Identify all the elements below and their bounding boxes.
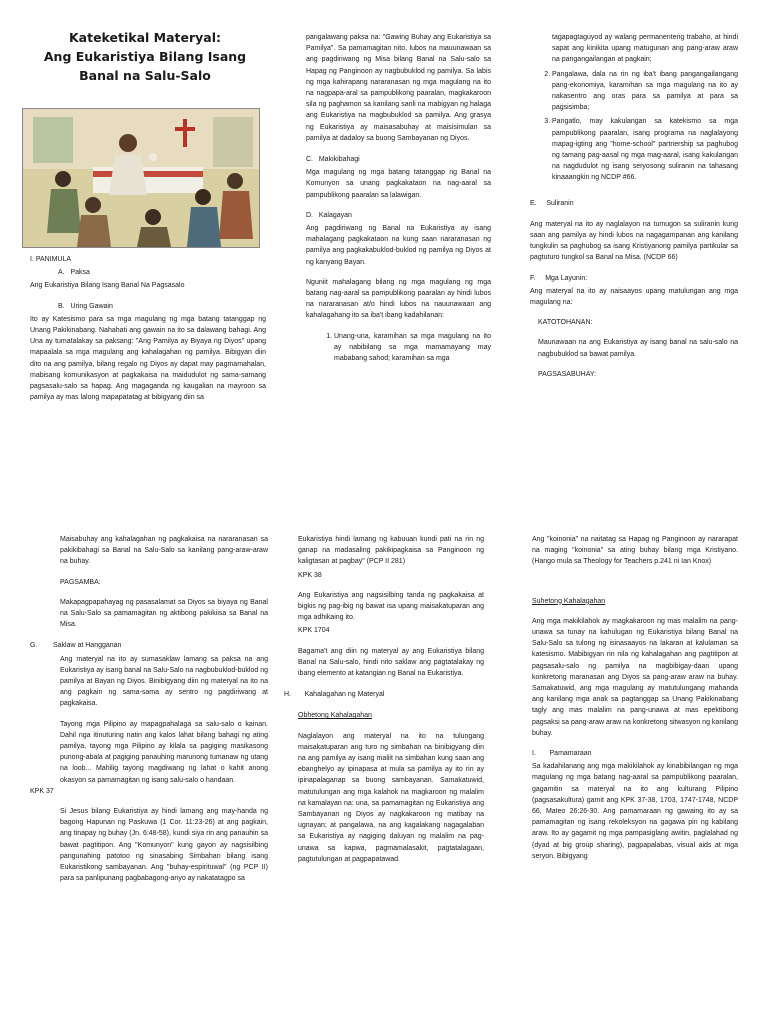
label-pagsasabuhay: PAGSASABUHAY: bbox=[538, 370, 597, 378]
title-i: Pamamaraan bbox=[549, 750, 592, 758]
col5-paragraph-2: Ang Eukaristiya ang nagsisilbing tanda ng pagkakaisa at bigkis ng pag-ibig ng bawat isa upang maisakatuparan ang mga adhikaing ito. bbox=[298, 591, 484, 622]
col4-paragraph-1: Maisabuhay ang kahalagahan ng pagkakaisa na nararanasan sa pakikibahagi sa Banal na Salu-Salo sa kanilang pang-araw-araw na buhay. bbox=[60, 536, 268, 566]
text-obhetong: Naglalayon ang materyal na ito na tulungang maisakatuparan ang turo ng simbahan na binibigyang diin na ang pamilya ay isang maliit na simbahan kung saan ang ebanghelyo ay ipinapasa at mula sa pamilya ay ito rin ay ipinapalaganap sa buong sambayanan. Samakatuwid, matutulungan ang mga kalahok na magkaroon ng malalim na kamalayan na: una, sa pamamagitan ng Eukaristiya ang Sambayanan ng Diyos ay nagkakaroon ng matibay na ugnayan; at pangalawa, na ang kagalakang nagagalaban sa Eukaristiya ay nagiging daluyan ng malalim na pag-unawa sa kapwa, pagmamalasakit, pagtatalagaan, pagtutulungan at pagpapatawad. bbox=[298, 732, 484, 863]
col3-continuation: tagapagtaguyod ay walang permanenteng trabaho, at hindi sapat ang kinikita upang matugunan ang pang-araw araw na pangangailangan at pagkain; bbox=[552, 34, 738, 64]
col6-paragraph-1: Ang "koinonia" na naitatag sa Hapag ng Panginoon ay nararapat na maging "koinonia" sa ating buhay bilang mga Kristiyano. (Hango mula sa Theology for Teachers p.241 ni Ian Knox) bbox=[532, 536, 738, 566]
heading-g bbox=[30, 640, 268, 651]
text-i: Sa kadahilanang ang mga makikilahok ay kinabibilangan ng mga magulang ng mga batang nag-aaral sa pampublikong paaralan, gagamitin sa materyal na ito ang kulturang Pilipino (pagsasakultura) gamit ang KPK 37-38, 1703, 1747-1748, NCDP 66, Mateo 26:26-30. Ang pamamaraan ng gawaing ito ay sa pamamagitan ng isang rekoleksyon na gagawa pin ng kabilang araw. Ito ay gagamit ng mga pampasiglang awitin, paglalahad ng (dyad at big group sharing), pagpapalabas, visual aids at mga seryon. Bibigyang bbox=[532, 763, 738, 860]
text-katotohanan: Maunawaan na ang Eukaristiya ay isang banal na salu-salo na nagbubuklod sa bawat pamilya. bbox=[538, 339, 738, 358]
text-suhetong: Ang mga makikilahok ay magkakaroon ng mas malalim na pang-unawa sa tunay na kahulugan ng Eukaristiya bilang Banal na Salu-Salo sa tulong ng isinasaayos na lakaran at kalulaman sa katesismo. Mabibigyan rin nila ng kahalagahan ang pagtitipon at pagsasalu-salo ng pamilya na magbibigay-daan upang konkretong maranasan ang Diyos sa pang-araw araw na buhay. Samakatuwid, ang mga magulang ay matutulungang mahanda ang kanilang mga anak sa pagtanggap sa Unang Pakikinabang tagly ang mas malalim na pang-unawa at mas epektibong pagsaksi sa pang-araw araw na konkretong sitwasyon ng kanilang buhay. bbox=[532, 617, 738, 737]
text-d-2: Nguniit mahalagang bilang ng mga magulang ng mga batang nag-aaral sa pampublikong paaralan ay hindi lubos na nararanasan at/o hindi lubos na nauunawaan ang kahalagahang ito sa iba't ibang kadahilanan: bbox=[306, 278, 491, 320]
title-b: Uring Gawain bbox=[70, 302, 113, 310]
heading-e bbox=[530, 198, 738, 209]
heading-f bbox=[530, 273, 738, 284]
text-f: Ang materyal na ito ay naisaayos upang matulungan ang mga magulang na: bbox=[530, 287, 738, 307]
title-d: Kalagayan bbox=[318, 211, 352, 219]
label-d: D. bbox=[306, 211, 313, 219]
illustration-drawing bbox=[23, 109, 259, 247]
label-c: C. bbox=[306, 156, 313, 164]
title-h: Kahalagahan ng Materyal bbox=[304, 691, 385, 699]
reasons-list-2 bbox=[530, 69, 738, 184]
heading-c bbox=[306, 154, 491, 165]
title-line-2: Ang Eukaristiya Bilang Isang bbox=[43, 49, 247, 64]
label-i: I. bbox=[532, 750, 536, 758]
catechism-illustration bbox=[22, 108, 260, 248]
text-pagsamba: Makapagpapahayag ng pasasalamat sa Diyos sa biyaya ng Banal na Salu-Salo sa pamamagitan ng aktibong pakikiisa sa Banal na Misa. bbox=[60, 598, 268, 629]
title-e: Suliranin bbox=[546, 199, 574, 207]
text-g: Ang materyal na ito ay sumasaklaw lamang sa paksa na ang Eukaristiya ay isang banal na Salu-Salo na nagbubuklod-buklod ng pamilya at Bayan ng Diyos. Binibigyang diin ng materyal na ito na ang pagkain ng sama-sama ay sentro ng pagdiriwang at pagkakaisa. bbox=[60, 655, 268, 708]
panel-top-middle bbox=[306, 32, 491, 370]
heading-i bbox=[532, 748, 738, 759]
label-h: H. bbox=[284, 691, 291, 699]
section-panimula: I. PANIMULA bbox=[30, 256, 72, 263]
text-c: Mga magulang ng mga batang tatanggap ng Banal na Komunyon sa unang pagkakataon na nag-aaral sa pampublikong paaralan sa lalawigan. bbox=[306, 169, 491, 199]
text-b: Ito ay Katesismo para sa mga magulang ng mga batang tatanggap ng Unang Pakikinabang. Nahahati ang gawain na ito sa dalawang bahagi. Ang Una ay tumatalakay sa paksang: "Ang Pamilya ay Biyaya ng Diyos" upang mapaalala sa mga magulang ang kahalagahan ng pamilya. Bibigyan diin dito na ang pamilya, bilang regalo ng Diyos ay dapat may pagmamahalan, mabisang komunikasyon at pagkakaisa na maidudulot ng sama-samang pagsasalu-salo sa hapag. Ang magaganda ng kaugalian na mayroon sa pamilya ay mas lalong mapapatatag at bibigyang diin sa bbox=[30, 315, 266, 402]
panel-bottom-middle bbox=[284, 534, 484, 874]
ref-kpk-1704: KPK 1704 bbox=[298, 627, 330, 635]
panel-top-left bbox=[30, 254, 266, 412]
heading-a bbox=[58, 267, 266, 278]
reasons-list-1 bbox=[306, 331, 491, 365]
label-a: A. bbox=[58, 269, 65, 277]
col5-paragraph-1: Eukaristiya hindi lamang ng kabuuan kundi pati na rin ng ganap na madasaling pakikipagkaisa sa Panginoon ng kaligtasan at pagbay" (PCP II 281) bbox=[298, 536, 484, 566]
heading-b bbox=[58, 301, 266, 312]
col4-paragraph-3: Si Jesus bilang Eukaristiya ay hindi lamang ang may-handa ng bagong Hapunan ng Paskuwa (1 Cor. 11:23-26) at ang pagkain, ang tinapay ng buhay (Jn. 6:48-58), kundi siya rin ang panauhin sa bawat pagtitipon. Ang "Komunyon" kung gayon ay nagsisilbing pangunahing patotoo ng sinasabing Simbahan bilang isang Eukaristikong sambayanan. Ang "buhay-espirituwal" (ng PCP II) para sa panlipunang pagbabagong-anyo ay nakatatagpo sa bbox=[60, 808, 268, 883]
list-item: 1. Unang-una, karamihan sa mga magulang na ito ay nabibilang sa mga mamamayang may mababang sahod; karamihan sa mga bbox=[334, 331, 491, 365]
text-e: Ang materyal na ito ay naglalayon na tumugon sa suliranin kung saan ang pamilya ay hindi lubos na nagagampanan ang kanilang tungkulin sa paghubog sa isang Kristiyanong pamilya partikular sa pagtuturo tungkol sa Banal na Misa. (NCDP 66) bbox=[530, 220, 738, 262]
col4-paragraph-2: Tayong mga Pilipino ay mapagpahalaga sa salu-salo o kainan. Dahil nga itinuturing natin ang kalos lahat bilang bahagi ng ating pamilya, tayong mga Pilipino ay kilala sa pagiging masikasong punong-abala at pagiging panauhing marunong tumanaw ng utang na loob... Mahilig tayong magdiwang ng lahat o kahit anong okasyon sa pamamagitan ng isang salu-salo o handaan. bbox=[60, 720, 268, 784]
panel-bottom-left bbox=[30, 534, 268, 893]
heading-suhetong: Suhetong Kahalagahan bbox=[532, 597, 606, 605]
list-item: 3. Pangatlo, may kakulangan sa katekismo sa mga pampublikong paaralan, isang programa na naglalayong mapag-igting ang "home-school" partnership sa paghubog ng tamang pag-aasal ng mga mag-aaral, isang kakulangan na nagdudulot ng isang seryosong suliranin na tahasang kinaaangkin ng NCDP #66. bbox=[552, 116, 738, 183]
label-katotohanan: KATOTOHANAN: bbox=[538, 319, 593, 327]
heading-d bbox=[306, 210, 491, 221]
ref-kpk-37: KPK 37 bbox=[30, 787, 54, 795]
label-b: B. bbox=[58, 302, 65, 310]
label-pagsamba: PAGSAMBA: bbox=[60, 578, 101, 586]
label-g: G. bbox=[30, 642, 38, 650]
heading-h bbox=[284, 689, 484, 700]
title-line-3: Banal na Salu-Salo bbox=[79, 68, 211, 83]
label-e: E. bbox=[530, 199, 537, 207]
heading-obhetong: Obhetong Kahalagahan bbox=[298, 712, 372, 720]
col2-paragraph-1: pangalawang paksa na: "Gawing Buhay ang Eukaristiya sa Pamilya". Sa pamamagitan nito, lubos na mauunawaan sa ang pagdiriwang ng Misa bilang Banal na Salu-salo sa Hapag ng Panginoon ay nagbubuklod ng pamilya. Sa labis ng mga kahirapang nararanasan ng mga magulang na ito na nagpapa-aral sa pampublikong paaralan, magkakaroon sila ng paghamon sa kanilang sarili na mabigyan ng halaga ang Eukaristiya na magbubuklod sa pamilya. Ang grasya ng Eukaristiya ay maisasabuhay at maisisimulan sa pamilya at dadaloy sa buong Sambayanan ng Diyos. bbox=[306, 34, 491, 142]
text-d-1: Ang pagdiriwang ng Banal na Eukaristiya ay isang mahalagang pagkakataon na kung saan nararanasan ng pamilya ang pagkakabuklod-buklod ng pamilya ng Diyos at ng kanyang Bayan. bbox=[306, 225, 491, 266]
title-line-1: Kateketikal Materyal: bbox=[68, 30, 222, 45]
title-a: Paksa bbox=[70, 269, 90, 277]
panel-top-right bbox=[530, 32, 738, 389]
title-c: Makikibahagi bbox=[318, 156, 360, 164]
label-f: F. bbox=[530, 274, 536, 282]
document-title bbox=[40, 28, 250, 85]
list-item: 2. Pangalawa, dala na rin ng iba't ibang pangangailangang pang-ekonomiya, karamihan sa mga magulang na ito ay nakasentro ang oras para sa pamilya at para sa pagsisimba; bbox=[552, 69, 738, 114]
ref-kpk-38: KPK 38 bbox=[298, 571, 322, 579]
title-f: Mga Layunin: bbox=[545, 274, 588, 282]
panel-bottom-right bbox=[532, 534, 738, 871]
title-g: Saklaw at Hangganan bbox=[52, 642, 122, 650]
text-a: Ang Eukaristiya Bilang Isang Banal Na Pagsasalo bbox=[30, 282, 185, 290]
col5-paragraph-3: Bagama't ang diin ng materyal ay ang Eukaristiya bilang Banal na Salu-salo, hindi nito saklaw ang pagtatalakay ng ibang elemento at katangian ng Banal na Eukaristiya. bbox=[298, 647, 484, 678]
